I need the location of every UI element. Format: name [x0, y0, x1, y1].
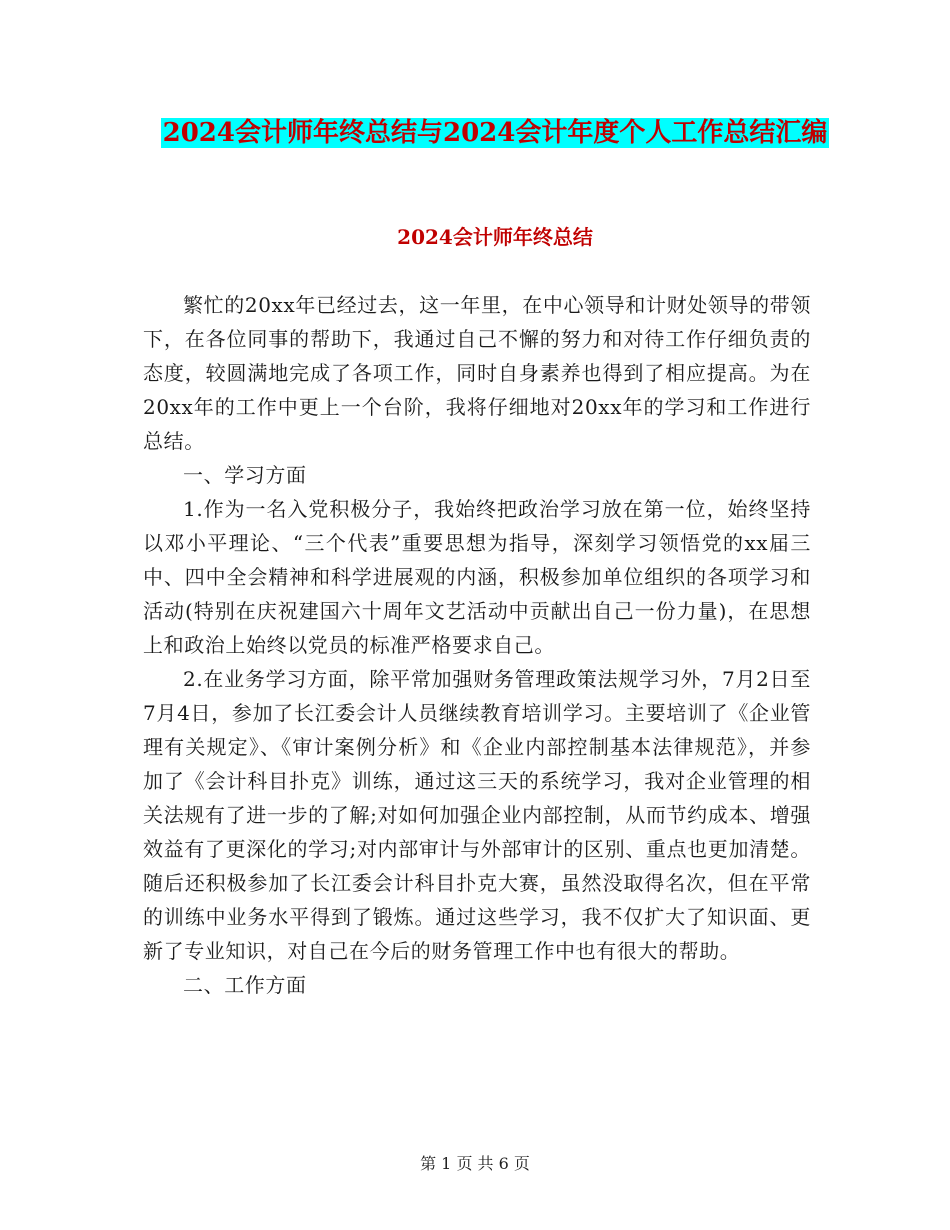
- paragraph-study-2: 2.在业务学习方面，除平常加强财务管理政策法规学习外，7月2日至7月4日，参加了长江委会计人员继续教育培训学习。主要培训了《企业管理有关规定》、《审计案例分析》和《企业内部控制基本法律规范》，并参加了《会计科目扑克》训练，通过这三天的系统学习，我对企业管理的相关法规有了进一步的了解;对如何加强企业内部控制，从而节约成本、增强效益有了更深化的学习;对内部审计与外部审计的区别、重点也更加清楚。随后还积极参加了长江委会计科目扑克大赛，虽然没取得名次，但在平常的训练中业务水平得到了锻炼。通过这些学习，我不仅扩大了知识面、更新了专业知识，对自己在今后的财务管理工作中也有很大的帮助。: [143, 667, 811, 963]
- heading-study: 一、学习方面: [183, 463, 307, 487]
- section-title: 2024会计师年终总结: [397, 225, 593, 249]
- paragraph-study-1: 1.作为一名入党积极分子，我始终把政治学习放在第一位，始终坚持以邓小平理论、“三个代表”重要思想为指导，深刻学习领悟党的xx届三中、四中全会精神和科学进展观的内涵，积极参加单位组织的各项学习和活动(特别在庆祝建国六十周年文艺活动中贡献出自己一份力量)，在思想上和政治上始终以党员的标准严格要求自己。: [143, 497, 811, 657]
- document-body: [143, 288, 811, 1002]
- paragraph-intro: 繁忙的20xx年已经过去，这一年里，在中心领导和计财处领导的带领下，在各位同事的帮助下，我通过自己不懈的努力和对待工作仔细负责的态度，较圆满地完成了各项工作，同时自身素养也得到了相应提高。为在20xx年的工作中更上一个台阶，我将仔细地对20xx年的学习和工作进行总结。: [143, 293, 811, 453]
- page-footer: 第 1 页 共 6 页: [420, 1154, 530, 1173]
- document-title: [140, 108, 850, 158]
- document-title-text: 2024会计师年终总结与2024会计年度个人工作总结汇编: [162, 118, 828, 148]
- heading-work: 二、工作方面: [183, 973, 307, 997]
